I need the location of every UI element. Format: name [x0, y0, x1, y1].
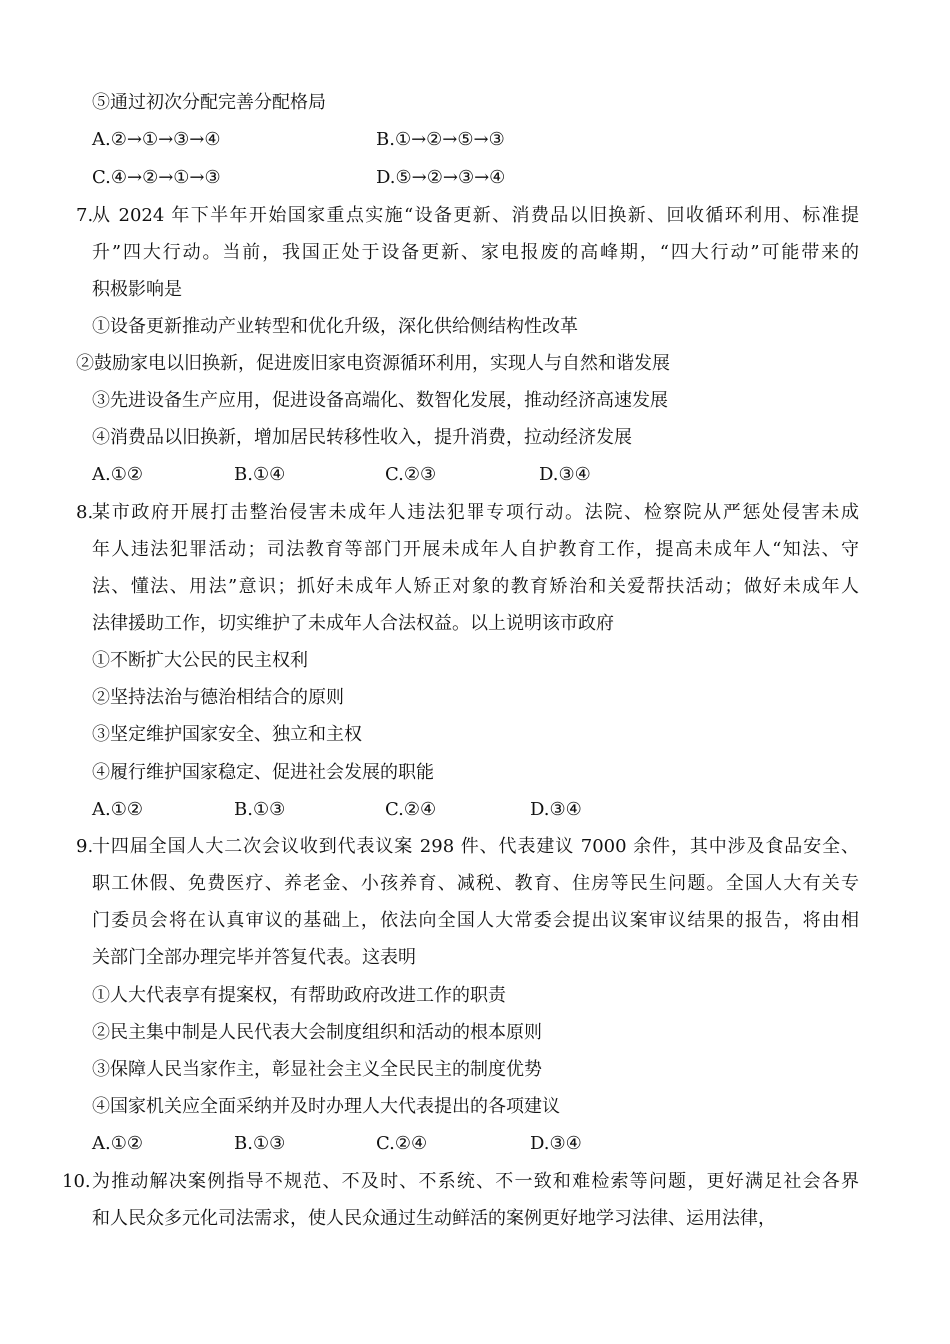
q10-number: 10.	[62, 1171, 91, 1192]
q8-option-c: C.②④	[385, 799, 437, 820]
q7-option-d: D.③④	[539, 464, 591, 485]
q8-stem-line-4: 法律援助工作，切实维护了未成年人合法权益。以上说明该市政府	[92, 613, 614, 634]
q8-stem-line-3: 法、懂法、用法”意识；抓好未成年人矫正对象的教育矫治和关爱帮扶活动；做好未成年人	[92, 576, 859, 597]
q7-item-3: ③先进设备生产应用，促进设备高端化、数智化发展，推动经济高速发展	[92, 390, 668, 411]
q8-number: 8.	[76, 502, 94, 523]
q8-item-2: ②坚持法治与德治相结合的原则	[92, 687, 344, 708]
q9-stem-line-3: 门委员会将在认真审议的基础上，依法向全国人大常委会提出议案审议结果的报告，将由相	[92, 910, 859, 931]
q8-item-3: ③坚定维护国家安全、独立和主权	[92, 724, 362, 745]
q9-stem-line-1: 十四届全国人大二次会议收到代表议案 298 件、代表建议 7000 余件，其中涉及食品安全、	[92, 836, 859, 857]
q7-option-b: B.①④	[234, 464, 286, 485]
q9-stem-line-4: 关部门全部办理完毕并答复代表。这表明	[92, 947, 416, 968]
q9-item-2: ②民主集中制是人民代表大会制度组织和活动的根本原则	[92, 1022, 542, 1043]
q8-option-a: A.①②	[92, 799, 143, 820]
q10-stem-line-1: 为推动解决案例指导不规范、不及时、不系统、不一致和难检索等问题，更好满足社会各界	[92, 1171, 859, 1192]
q9-options	[0, 1132, 950, 1156]
q7-item-4: ④消费品以旧换新，增加居民转移性收入，提升消费，拉动经济发展	[92, 427, 632, 448]
q6-option-c: C.④→②→①→③	[92, 167, 221, 188]
q9-stem-line-2: 职工休假、免费医疗、养老金、小孩养育、减税、教育、住房等民生问题。全国人大有关专	[92, 873, 859, 894]
q7-stem-line-1: 从 2024 年下半年开始国家重点实施“设备更新、消费品以旧换新、回收循环利用、标准提	[92, 205, 859, 226]
q7-option-c: C.②③	[385, 464, 437, 485]
q9-item-4: ④国家机关应全面采纳并及时办理人大代表提出的各项建议	[92, 1096, 560, 1117]
q9-option-b: B.①③	[234, 1133, 286, 1154]
q8-stem-line-1: 某市政府开展打击整治侵害未成年人违法犯罪专项行动。法院、检察院从严惩处侵害未成	[92, 502, 859, 523]
q7-stem-line-3: 积极影响是	[92, 279, 182, 300]
q7-options	[0, 463, 950, 487]
q7-option-a: A.①②	[92, 464, 143, 485]
q9-option-d: D.③④	[530, 1133, 582, 1154]
q6-option-b: B.①→②→⑤→③	[376, 129, 505, 150]
q8-item-4: ④履行维护国家稳定、促进社会发展的职能	[92, 762, 434, 783]
q10-stem-line-2: 和人民众多元化司法需求，使人民众通过生动鲜活的案例更好地学习法律、运用法律，	[92, 1208, 776, 1229]
q8-stem-line-2: 年人违法犯罪活动；司法教育等部门开展未成年人自护教育工作，提高未成年人“知法、守	[92, 539, 859, 560]
q7-number: 7.	[76, 205, 94, 226]
q9-number: 9.	[76, 836, 94, 857]
q9-item-1: ①人大代表享有提案权，有帮助政府改进工作的职责	[92, 985, 506, 1006]
q7-item-1: ①设备更新推动产业转型和优化升级，深化供给侧结构性改革	[92, 316, 578, 337]
q6-item-5: ⑤通过初次分配完善分配格局	[92, 92, 326, 113]
q9-item-3: ③保障人民当家作主，彰显社会主义全民民主的制度优势	[92, 1059, 542, 1080]
q8-item-1: ①不断扩大公民的民主权利	[92, 650, 308, 671]
q8-options	[0, 798, 950, 822]
q8-option-d: D.③④	[530, 799, 582, 820]
q7-item-2: ②鼓励家电以旧换新，促进废旧家电资源循环利用，实现人与自然和谐发展	[76, 353, 670, 374]
q9-option-c: C.②④	[376, 1133, 428, 1154]
q7-stem-line-2: 升”四大行动。当前，我国正处于设备更新、家电报废的高峰期，“四大行动”可能带来的	[92, 242, 859, 263]
q6-options	[0, 128, 950, 152]
q6-option-a: A.②→①→③→④	[92, 129, 221, 150]
q6-option-d: D.⑤→②→③→④	[376, 167, 506, 188]
q8-option-b: B.①③	[234, 799, 286, 820]
q9-option-a: A.①②	[92, 1133, 143, 1154]
q6-options-2	[0, 166, 950, 190]
